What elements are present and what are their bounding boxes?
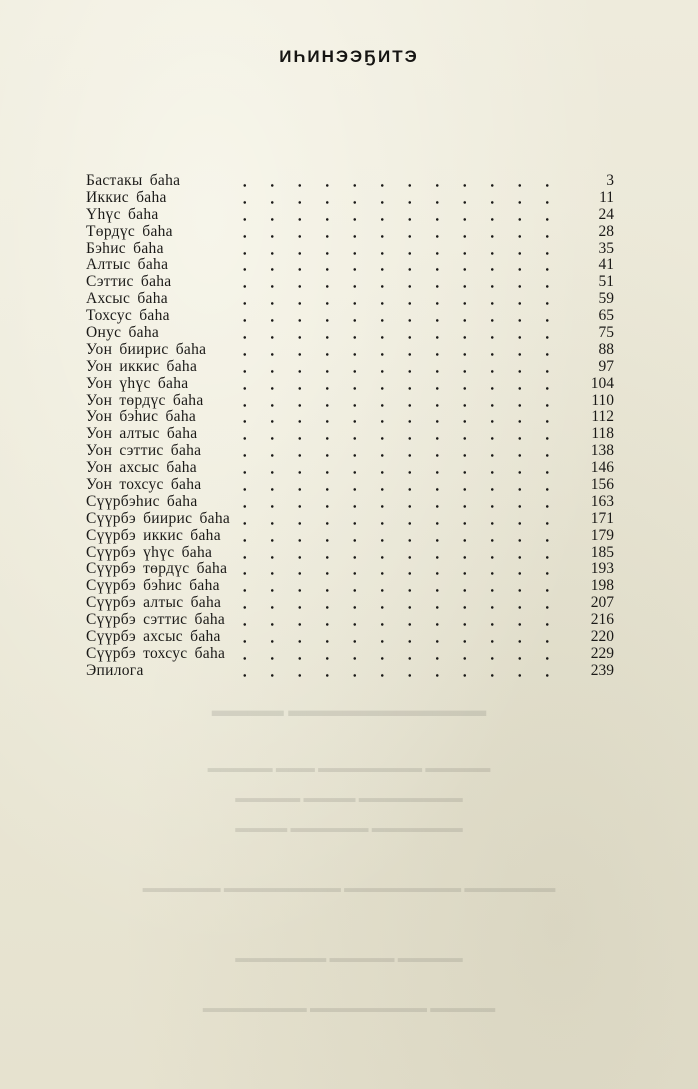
- toc-chapter-title: Сүүрбэ сэттис баһа: [86, 611, 226, 629]
- dot-leader: [231, 443, 568, 460]
- toc-chapter-title: Уон иккис баһа: [86, 357, 198, 375]
- toc-row: [86, 224, 614, 241]
- dot-leader: [231, 257, 568, 274]
- toc-page-number: 193: [590, 560, 614, 578]
- toc-page-number: 35: [598, 239, 614, 257]
- dot-leader: [231, 359, 568, 376]
- toc-page-number: 179: [590, 526, 614, 544]
- toc-row: [86, 190, 614, 207]
- toc-row: [86, 511, 614, 528]
- toc-chapter-title: Тохсус баһа: [86, 307, 170, 325]
- toc-page-number: 185: [590, 543, 614, 561]
- toc-page-number: 207: [590, 594, 614, 612]
- toc-chapter-title: Сүүрбэ төрдүс баһа: [86, 560, 228, 578]
- toc-chapter-title: Сүүрбэ алтыс баһа: [86, 594, 222, 612]
- toc-page-number: 41: [598, 256, 614, 274]
- dot-leader: [231, 545, 568, 562]
- page-title: ИҺИНЭЭҔИТЭ: [279, 47, 419, 66]
- dot-leader: [231, 274, 568, 291]
- toc-page-number: 65: [598, 307, 614, 325]
- toc-page-number: 163: [590, 492, 614, 510]
- toc-chapter-title: Ахсыс баһа: [86, 290, 168, 308]
- toc-row: [86, 646, 614, 663]
- dot-leader: [231, 460, 568, 477]
- toc-page-number: 220: [590, 628, 614, 646]
- dot-leader: [231, 393, 568, 410]
- toc-page-number: 75: [598, 324, 614, 342]
- toc-row: [86, 308, 614, 325]
- dot-leader: [231, 342, 568, 359]
- toc-chapter-title: Сүүрбэ тохсус баһа: [86, 644, 226, 662]
- book-page: ИҺИНЭЭҔИТЭ Бастакы баһа 3 Иккис баһа 11 Үһүс баһа 24 Төрдүс баһа 28 Бэһис баһа 35 Алтыс баһа 41 Сэттис баһа 51 Ахсыс баһа 59 Тохсус баһа 65 Онус баһа 75 Уон биирис баһа 88 Уон иккис баһа 97 Уон үһүс баһа 104 Уон төрдүс баһа 110 Уон бэһис баһа 112 Уон алтыс баһа 118 Уон сэттис баһа 138 Уон ахсыс баһа 146 Уон тохсус баһа 156 Сүүрбэһис баһа 163 Сүүрбэ биирис баһа 171 Сүүрбэ иккис баһа 179 Сүүрбэ үһүс баһа 185 Сүүрбэ төрдүс баһа 193 Сүүрбэ бэһис баһа 198 Сүүрбэ алтыс баһа 207 Сүүрбэ сэттис баһа 216 Сүүрбэ ахсыс баһа 220 Сүүрбэ тохсус баһа 229 Эпилога 239 ▬▬▬▬ ▬▬▬▬▬▬▬▬▬▬▬ ▬▬▬▬▬ ▬▬▬ ▬▬▬▬▬▬▬▬ ▬▬▬▬▬ ▬▬▬▬▬ ▬▬▬▬ ▬▬▬▬▬▬▬▬ ▬▬▬▬ ▬▬▬▬▬▬ ▬▬▬▬▬▬▬ ▬▬▬▬▬▬ ▬▬▬▬▬▬▬▬▬ ▬▬▬▬▬▬▬▬▬ ▬▬▬▬▬▬▬ ▬▬▬▬▬▬▬ ▬▬▬▬▬ ▬▬▬▬▬ ▬▬▬▬▬▬▬▬ ▬▬▬▬▬▬▬▬▬ ▬▬▬▬▬: [0, 0, 698, 1089]
- toc-chapter-title: Эпилога: [86, 661, 144, 679]
- toc-chapter-title: Алтыс баһа: [86, 256, 169, 274]
- toc-page-number: 138: [590, 442, 614, 460]
- dot-leader: [231, 477, 568, 494]
- toc-row: [86, 409, 614, 426]
- toc-row: [86, 612, 614, 629]
- toc-row: [86, 629, 614, 646]
- toc-chapter-title: Төрдүс баһа: [86, 222, 173, 240]
- toc-row: [86, 274, 614, 291]
- toc-row: [86, 561, 614, 578]
- toc-page-number: 110: [591, 391, 614, 409]
- toc-row: [86, 291, 614, 308]
- dot-leader: [231, 308, 568, 325]
- toc-row: [86, 257, 614, 274]
- toc-chapter-title: Сүүрбэ биирис баһа: [86, 509, 231, 527]
- dot-leader: [231, 291, 568, 308]
- toc-chapter-title: Уон ахсыс баһа: [86, 459, 197, 477]
- toc-row: [86, 477, 614, 494]
- toc-chapter-title: Бастакы баһа: [86, 172, 181, 189]
- toc-chapter-title: Үһүс баһа: [86, 205, 159, 223]
- toc-row: [86, 528, 614, 545]
- toc-row: [86, 207, 614, 224]
- toc-row: [86, 376, 614, 393]
- dot-leader: [231, 663, 568, 680]
- dot-leader: [231, 528, 568, 545]
- toc-page-number: 104: [590, 374, 614, 392]
- dot-leader: [231, 578, 568, 595]
- toc-row: [86, 241, 614, 258]
- dot-leader: [231, 595, 568, 612]
- toc-row: [86, 393, 614, 410]
- toc-chapter-title: Уон тохсус баһа: [86, 476, 202, 494]
- toc-row: [86, 443, 614, 460]
- dot-leader: [231, 511, 568, 528]
- toc-chapter-title: Онус баһа: [86, 324, 160, 342]
- toc-row: [86, 545, 614, 562]
- toc-row: [86, 663, 614, 680]
- toc-chapter-title: Сүүрбэ бэһис баһа: [86, 577, 220, 595]
- toc-chapter-title: Сэттис баһа: [86, 273, 172, 291]
- dot-leader: [231, 224, 568, 241]
- toc-page-number: 24: [598, 205, 614, 223]
- toc-chapter-title: Сүүрбэ иккис баһа: [86, 526, 221, 544]
- dot-leader: [231, 190, 568, 207]
- toc-row: [86, 342, 614, 359]
- dot-leader: [231, 207, 568, 224]
- toc-row: [86, 578, 614, 595]
- toc-page-number: 28: [598, 222, 614, 240]
- toc-page-number: 59: [598, 290, 614, 308]
- dot-leader: [231, 409, 568, 426]
- toc-chapter-title: Иккис баһа: [86, 188, 167, 206]
- toc-chapter-title: Уон төрдүс баһа: [86, 391, 204, 409]
- dot-leader: [231, 426, 568, 443]
- toc-page-number: 171: [590, 509, 614, 527]
- toc-page-number: 229: [590, 644, 614, 662]
- toc-chapter-title: Уон бэһис баһа: [86, 408, 197, 426]
- toc-page-number: 146: [590, 459, 614, 477]
- toc-page-number: 118: [591, 425, 614, 443]
- dot-leader: [231, 629, 568, 646]
- toc-chapter-title: Сүүрбэһис баһа: [86, 492, 198, 510]
- toc-page-number: 3: [606, 172, 614, 189]
- toc-row: [86, 494, 614, 511]
- dot-leader: [231, 646, 568, 663]
- toc-chapter-title: Уон биирис баһа: [86, 340, 207, 358]
- dot-leader: [231, 561, 568, 578]
- dot-leader: [231, 241, 568, 258]
- toc-page-number: 112: [591, 408, 614, 426]
- dot-leader: [231, 612, 568, 629]
- toc-page-number: 97: [598, 357, 614, 375]
- toc-chapter-title: Сүүрбэ үһүс баһа: [86, 543, 213, 561]
- toc-page-number: 198: [590, 577, 614, 595]
- toc-page-number: 11: [599, 188, 614, 206]
- toc-row: [86, 359, 614, 376]
- table-of-contents: [86, 173, 614, 680]
- dot-leader: [231, 325, 568, 342]
- toc-page-number: 88: [598, 340, 614, 358]
- toc-row: [86, 426, 614, 443]
- toc-page-number: 156: [590, 476, 614, 494]
- toc-row: [86, 325, 614, 342]
- toc-page-number: 216: [590, 611, 614, 629]
- toc-row: [86, 595, 614, 612]
- toc-chapter-title: Бэһис баһа: [86, 239, 164, 257]
- toc-chapter-title: Уон үһүс баһа: [86, 374, 189, 392]
- toc-row: [86, 173, 614, 190]
- dot-leader: [231, 376, 568, 393]
- toc-chapter-title: Уон алтыс баһа: [86, 425, 198, 443]
- dot-leader: [231, 173, 568, 190]
- toc-chapter-title: Сүүрбэ ахсыс баһа: [86, 628, 221, 646]
- dot-leader: [231, 494, 568, 511]
- toc-page-number: 51: [598, 273, 614, 291]
- toc-chapter-title: Уон сэттис баһа: [86, 442, 202, 460]
- toc-page-number: 239: [590, 661, 614, 679]
- toc-row: [86, 460, 614, 477]
